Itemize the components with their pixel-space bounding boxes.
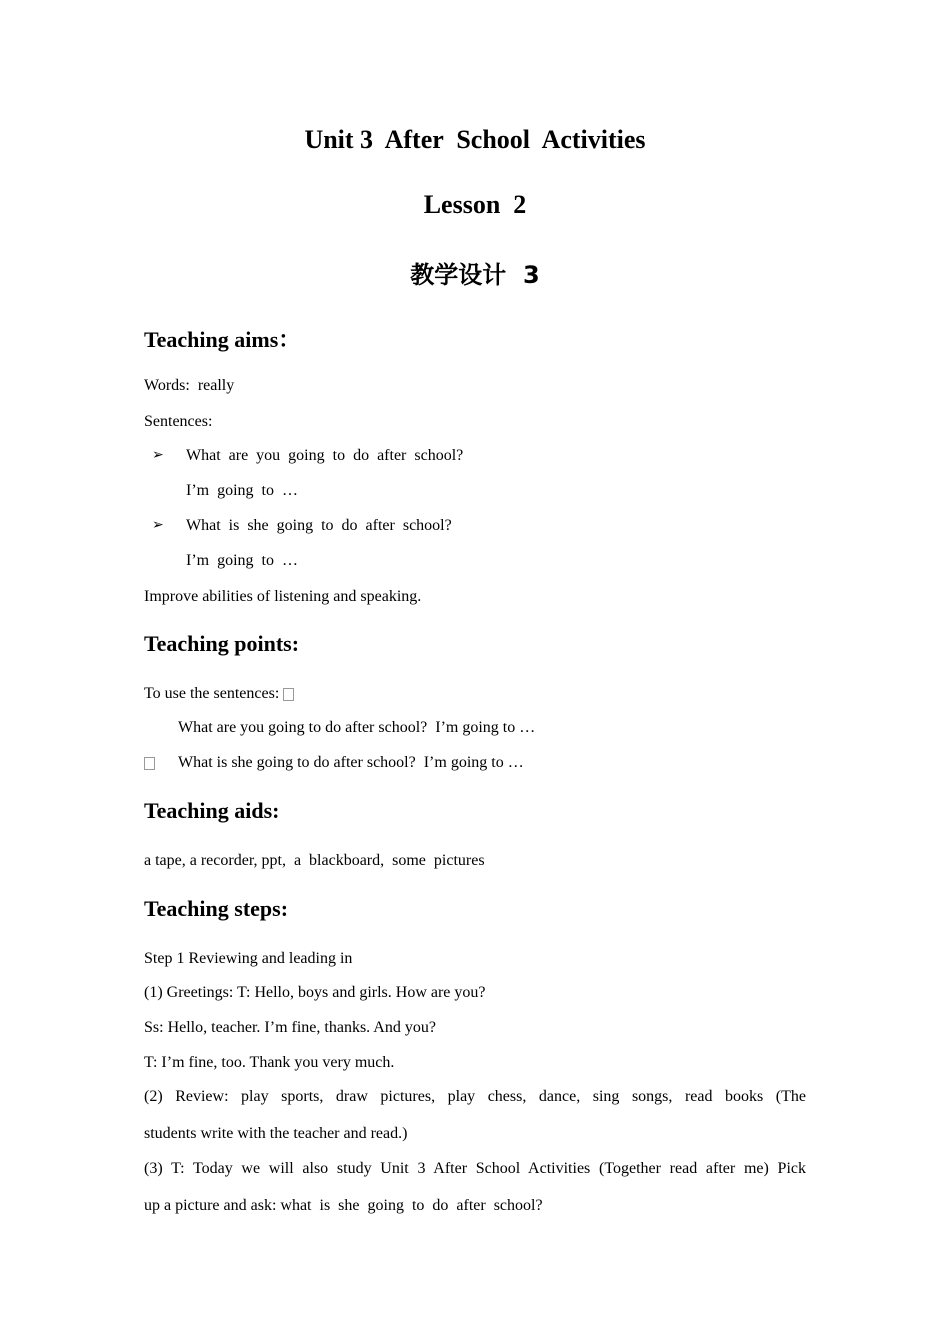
points-line2: What is she going to do after school? I’m going to … [178,754,524,771]
arrow-bullet-icon: ➢ [152,448,164,463]
aims-bullet1-question: What are you going to do after school? [186,447,464,464]
aims-heading: Teaching aims： [144,327,301,352]
greeting-line2: Ss: Hello, teacher. I’m fine, thanks. And you? [144,1019,436,1036]
arrow-bullet-icon: ➢ [152,518,164,533]
steps-heading: Teaching steps: [144,896,289,921]
aims-bullet2-answer: I’m going to … [186,552,298,569]
design-title: 教学设计 3 [410,261,540,289]
step1-title: Step 1 Reviewing and leading in [144,950,353,967]
review-line1: (2) Review: play sports, draw pictures, play chess, dance, sing songs, read books (The [144,1088,806,1105]
missing-glyph-icon [144,754,155,772]
greeting-line1: (1) Greetings: T: Hello, boys and girls. How are you? [144,984,486,1001]
points-intro [144,685,294,703]
aims-words: Words: really [144,377,235,394]
aims-bullet1-answer: I’m going to … [186,482,298,499]
lesson-title: Lesson 2 [423,190,527,219]
points-heading: Teaching points: [144,631,300,656]
aims-sentences-label: Sentences: [144,413,213,430]
review-line2: students write with the teacher and read.) [144,1125,408,1142]
aims-improve: Improve abilities of listening and speaking. [144,588,422,605]
study-line2: up a picture and ask: what is she going to do after school? [144,1197,543,1214]
study-line1: (3) T: Today we will also study Unit 3 After School Activities (Together read after me) Pick [144,1160,806,1177]
greeting-line3: T: I’m fine, too. Thank you very much. [144,1054,395,1071]
unit-title: Unit 3 After School Activities [304,125,646,154]
aims-bullet2-question: What is she going to do after school? [186,517,452,534]
missing-glyph-icon [283,688,294,701]
points-intro-text: To use the sentences: [144,685,284,702]
aids-heading: Teaching aids: [144,798,280,823]
aids-text: a tape, a recorder, ppt, a blackboard, some pictures [144,852,485,869]
points-line1: What are you going to do after school? I’m going to … [178,719,536,736]
